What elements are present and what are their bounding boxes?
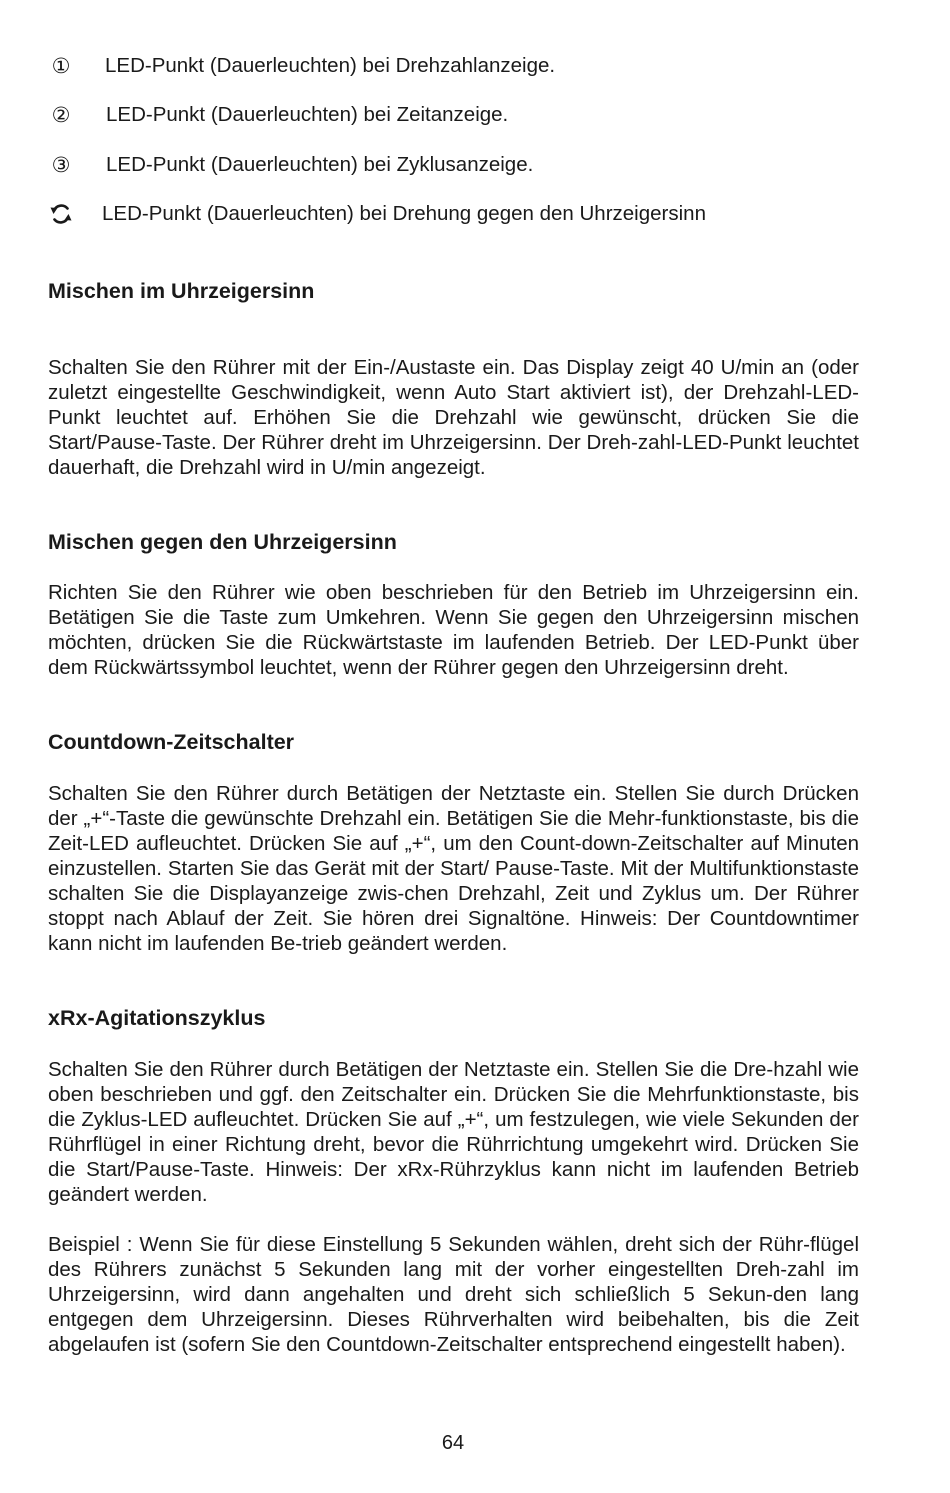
legend-text-cycle: LED-Punkt (Dauerleuchten) bei Zyklusanzeige. [106, 153, 534, 176]
section-heading-clockwise: Mischen im Uhrzeigersinn [48, 279, 315, 303]
section-paragraph-agitation-cycle: Schalten Sie den Rührer durch Betätigen der Netztaste ein. Stellen Sie die Dre-hzahl wie oben beschrieben und ggf. den Zeitschalter ein. Drücken Sie die Mehrfunktionstaste, bis die Zyklus-LED aufleuchtet. Drücken Sie auf „+“, um festzulegen, wie viele Sekunden der Rührflügel in einer Richtung dreht, bevor die Rührrichtung umgekehrt wird. Drücken Sie die Start/Pause-Taste. Hinweis: Der xRx-Rührzyklus kann nicht im laufenden Betrieb geändert werden. [48, 1058, 859, 1206]
section-paragraph-clockwise: Schalten Sie den Rührer mit der Ein-/Austaste ein. Das Display zeigt 40 U/min an (oder zuletzt eingestellte Geschwindigkeit, wenn Auto Start aktiviert ist), der Drehzahl-LED-Punkt leuchtet auf. Erhöhen Sie die Drehzahl wie gewünscht, drücken Sie die Start/Pause-Taste. Der Rührer dreht im Uhrzeigersinn. Der Dreh-zahl-LED-Punkt leuchtet dauerhaft, die Drehzahl wird in U/min angezeigt. [48, 356, 859, 479]
legend-text-speed: LED-Punkt (Dauerleuchten) bei Drehzahlanzeige. [105, 54, 556, 77]
legend-item-cycle [48, 150, 868, 180]
legend-item-time [48, 100, 868, 130]
page-number: 64 [441, 1432, 465, 1454]
section-heading-countdown-timer: Countdown-Zeitschalter [48, 730, 295, 754]
circled-one-icon: ① [51, 54, 71, 78]
legend-item-reverse [48, 199, 868, 229]
section-paragraph-countdown-timer: Schalten Sie den Rührer durch Betätigen der Netztaste ein. Stellen Sie durch Drücken der „+“-Taste die gewünschte Drehzahl ein. Betätigen Sie die Mehr-funktionstaste, bis die Zeit-LED aufleuchtet. Drücken Sie auf „+“, um den Count-down-Zeitschalter auf Minuten einzustellen. Starten Sie das Gerät mit der Start/ Pause-Taste. Mit der Multifunktionstaste schalten Sie die Displayanzeige zwis-chen Drehzahl, Zeit und Zyklus um. Der Rührer stoppt nach Ablauf der Zeit. Sie hören drei Signaltöne. Hinweis: Der Countdowntimer kann nicht im laufenden Be-trieb geändert werden. [48, 782, 859, 955]
section-heading-agitation-cycle: xRx-Agitationszyklus [48, 1006, 266, 1030]
legend-text-reverse: LED-Punkt (Dauerleuchten) bei Drehung gegen den Uhrzeigersinn [102, 202, 706, 225]
counterclockwise-rotation-icon [48, 201, 74, 227]
circled-three-icon: ③ [51, 153, 71, 177]
section-paragraph-example: Beispiel : Wenn Sie für diese Einstellung 5 Sekunden wählen, dreht sich der Rühr-flügel des Rührers zunächst 5 Sekunden lang mit der vorher eingestellten Dreh-zahl im Uhrzeigersinn, wird dann angehalten und dreht sich schließlich 5 Sekun-den lang entgegen dem Uhrzeigersinn. Dieses Rührverhalten wird beibehalten, bis die Zeit abgelaufen ist (sofern Sie den Countdown-Zeitschalter entsprechend eingestellt haben). [48, 1233, 859, 1356]
circled-two-icon: ② [51, 103, 71, 127]
section-paragraph-counterclockwise: Richten Sie den Rührer wie oben beschrieben für den Betrieb im Uhrzeigersinn ein. Betätigen Sie die Taste zum Umkehren. Wenn Sie gegen den Uhrzeigersinn mischen möchten, drücken Sie die Rückwärtstaste im laufenden Betrieb. Der LED-Punkt über dem Rückwärtssymbol leuchtet, wenn der Rührer gegen den Uhrzeigersinn dreht. [48, 581, 859, 679]
section-heading-counterclockwise: Mischen gegen den Uhrzeigersinn [48, 530, 397, 554]
legend-item-speed [48, 51, 868, 81]
legend-text-time: LED-Punkt (Dauerleuchten) bei Zeitanzeige. [106, 103, 509, 126]
